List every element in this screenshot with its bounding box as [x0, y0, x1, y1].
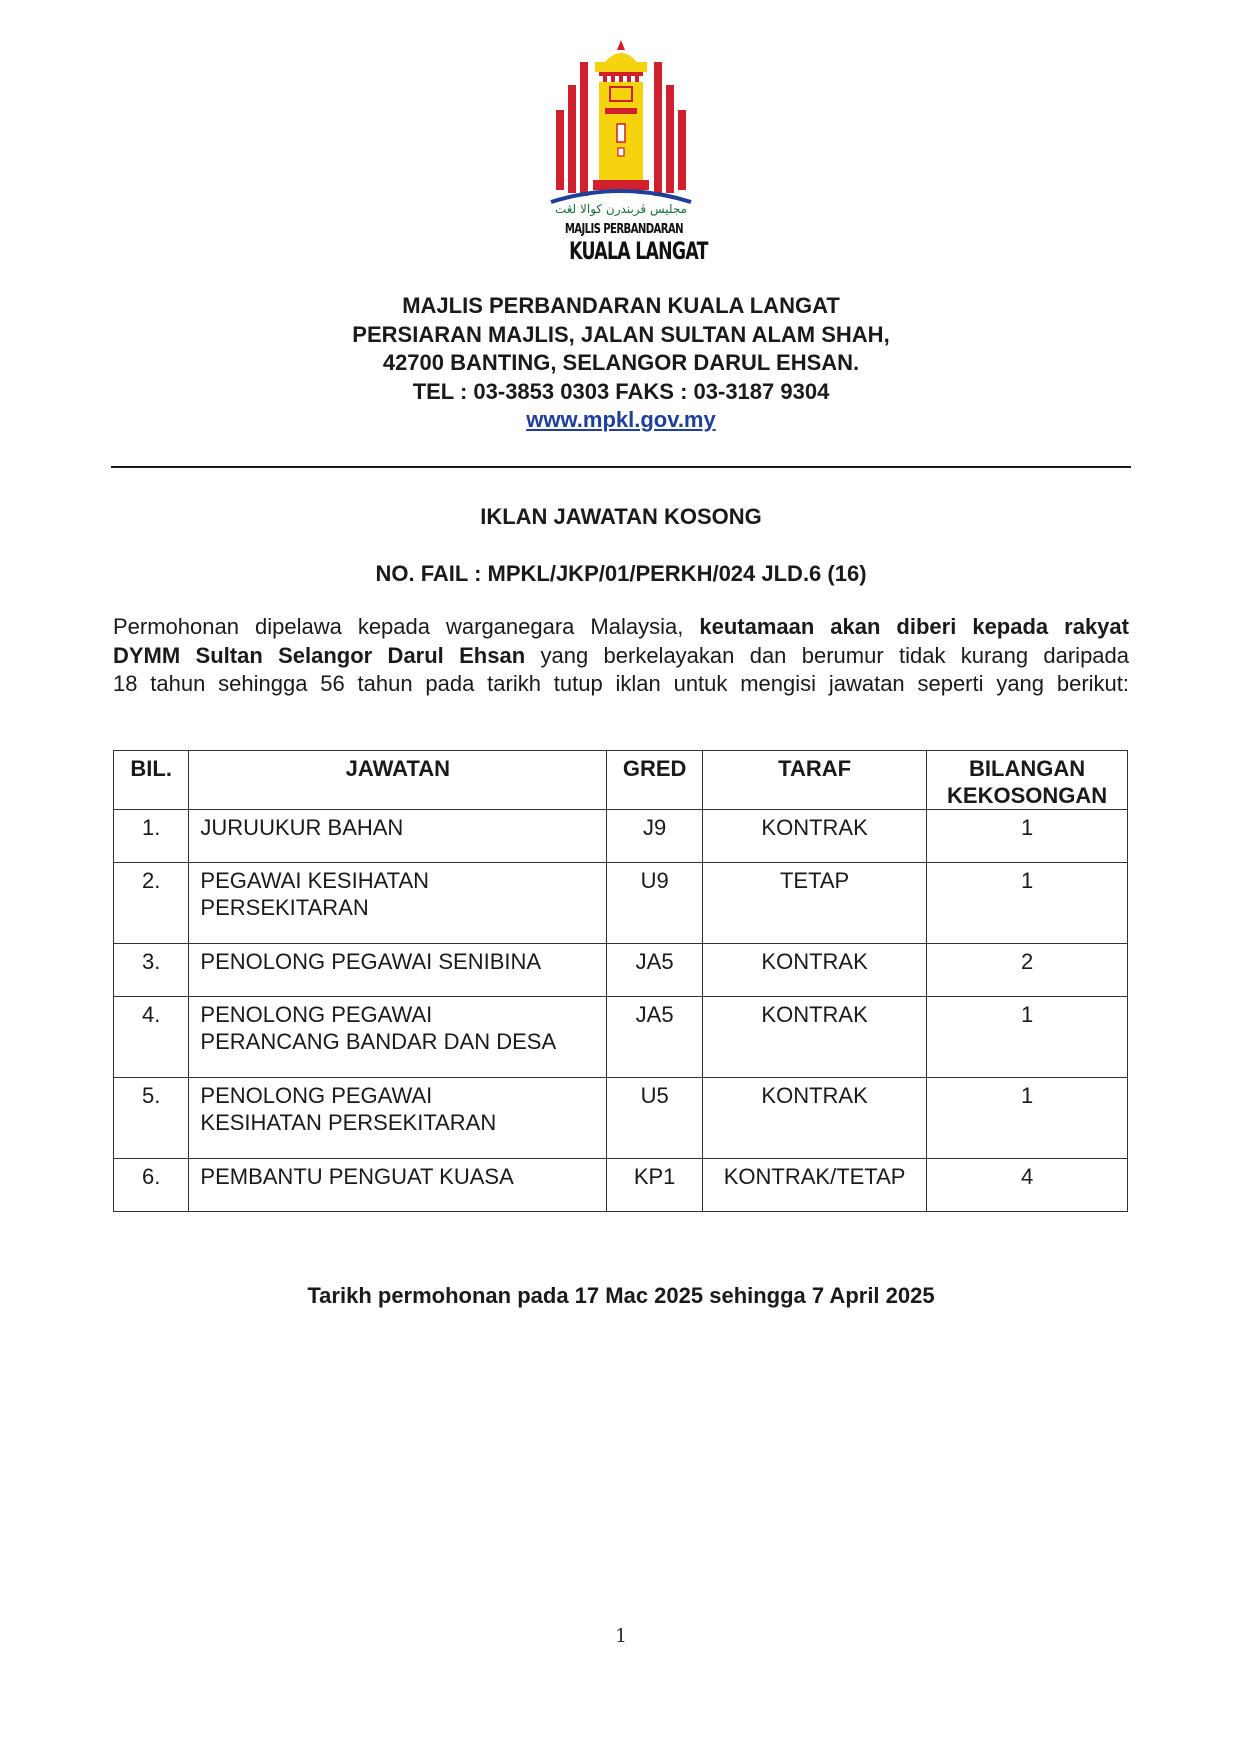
cell-bilangan: 1: [927, 863, 1128, 944]
letterhead: [0, 292, 1242, 435]
document-title: IKLAN JAWATAN KOSONG: [480, 504, 762, 529]
cell-gred: JA5: [607, 944, 703, 997]
mpkl-emblem-icon: [549, 40, 693, 210]
jawatan-line-2: PERANCANG BANDAR DAN DESA: [200, 1029, 557, 1054]
org-address-1: PERSIARAN MAJLIS, JALAN SULTAN ALAM SHAH,: [352, 321, 890, 347]
table-row: [114, 810, 1128, 863]
cell-bil: 6.: [114, 1159, 189, 1212]
cell-gred: U9: [607, 863, 703, 944]
jawatan-line-1: JURUUKUR BAHAN: [200, 815, 404, 840]
table-row: [114, 997, 1128, 1078]
logo-line2: KUALA LANGAT: [569, 237, 708, 265]
cell-jawatan: [189, 944, 607, 997]
header-divider: [111, 466, 1131, 468]
jawatan-line-1: PEGAWAI KESIHATAN: [200, 868, 429, 893]
cell-jawatan: [189, 1159, 607, 1212]
org-contact: TEL : 03-3853 0303 FAKS : 03-3187 9304: [412, 378, 830, 404]
cell-bil: 1.: [114, 810, 189, 863]
jawatan-line-1: PEMBANTU PENGUAT KUASA: [200, 1164, 514, 1189]
intro-emphasis: DYMM Sultan Selangor Darul Ehsan: [113, 642, 526, 668]
logo-line1: MAJLIS PERBANDARAN: [564, 222, 684, 237]
cell-bilangan: 1: [927, 810, 1128, 863]
header-bilangan-2: KEKOSONGAN: [947, 783, 1108, 808]
cell-bil: 5.: [114, 1078, 189, 1159]
cell-jawatan: [189, 997, 607, 1078]
header-jawatan: JAWATAN: [189, 751, 607, 810]
mpkl-logo: [549, 40, 708, 270]
vacancy-table: [113, 750, 1128, 1212]
table-row: [114, 944, 1128, 997]
intro-line-2: [113, 642, 1129, 671]
cell-taraf: TETAP: [703, 863, 927, 944]
file-number: NO. FAIL : MPKL/JKP/01/PERKH/024 JLD.6 (16): [375, 561, 867, 586]
header-bilangan: [927, 751, 1128, 810]
cell-taraf: KONTRAK: [703, 1078, 927, 1159]
cell-bil: 4.: [114, 997, 189, 1078]
page-number: 1: [614, 1625, 628, 1647]
jawatan-line-2: KESIHATAN PERSEKITARAN: [200, 1110, 497, 1135]
cell-bilangan: 4: [927, 1159, 1128, 1212]
cell-bilangan: 1: [927, 1078, 1128, 1159]
cell-gred: U5: [607, 1078, 703, 1159]
table-row: [114, 863, 1128, 944]
org-name: MAJLIS PERBANDARAN KUALA LANGAT: [402, 293, 840, 318]
cell-bilangan: 1: [927, 997, 1128, 1078]
cell-bil: 3.: [114, 944, 189, 997]
jawatan-line-1: PENOLONG PEGAWAI: [200, 1083, 433, 1108]
website-link[interactable]: www.mpkl.gov.my: [526, 407, 716, 432]
header-bil: BIL.: [114, 751, 189, 810]
cell-taraf: KONTRAK: [703, 997, 927, 1078]
intro-paragraph: [113, 613, 1129, 699]
intro-emphasis: keutamaan akan diberi kepada rakyat: [699, 614, 1129, 639]
cell-gred: KP1: [607, 1159, 703, 1212]
jawatan-line-1: PENOLONG PEGAWAI SENIBINA: [200, 949, 542, 974]
org-address-2: 42700 BANTING, SELANGOR DARUL EHSAN.: [382, 350, 860, 375]
cell-jawatan: [189, 863, 607, 944]
intro-text: yang berkelayakan dan berumur tidak kurang daripada: [525, 642, 1130, 668]
table-row: [114, 1078, 1128, 1159]
cell-taraf: KONTRAK/TETAP: [703, 1159, 927, 1212]
intro-line-3: 18 tahun sehingga 56 tahun pada tarikh tutup iklan untuk mengisi jawatan seperti yang berikut:: [113, 671, 1129, 697]
cell-jawatan: [189, 810, 607, 863]
header-bilangan-1: BILANGAN: [969, 756, 1086, 781]
jawatan-line-1: PENOLONG PEGAWAI: [200, 1002, 433, 1027]
intro-text: Permohonan dipelawa kepada warganegara Malaysia,: [113, 614, 700, 639]
cell-gred: J9: [607, 810, 703, 863]
header-taraf: TARAF: [703, 751, 927, 810]
cell-taraf: KONTRAK: [703, 810, 927, 863]
cell-gred: JA5: [607, 997, 703, 1078]
cell-bil: 2.: [114, 863, 189, 944]
cell-bilangan: 2: [927, 944, 1128, 997]
header-gred: GRED: [607, 751, 703, 810]
table-header-row: [114, 751, 1128, 810]
table-row: [114, 1159, 1128, 1212]
jawatan-line-2: PERSEKITARAN: [200, 895, 369, 920]
application-period: Tarikh permohonan pada 17 Mac 2025 sehingga 7 April 2025: [307, 1283, 935, 1308]
logo-arabic-text: مجليس ڤربندرن كوالا لڠت: [554, 202, 688, 216]
cell-jawatan: [189, 1078, 607, 1159]
intro-line-1: [113, 613, 1129, 642]
cell-taraf: KONTRAK: [703, 944, 927, 997]
